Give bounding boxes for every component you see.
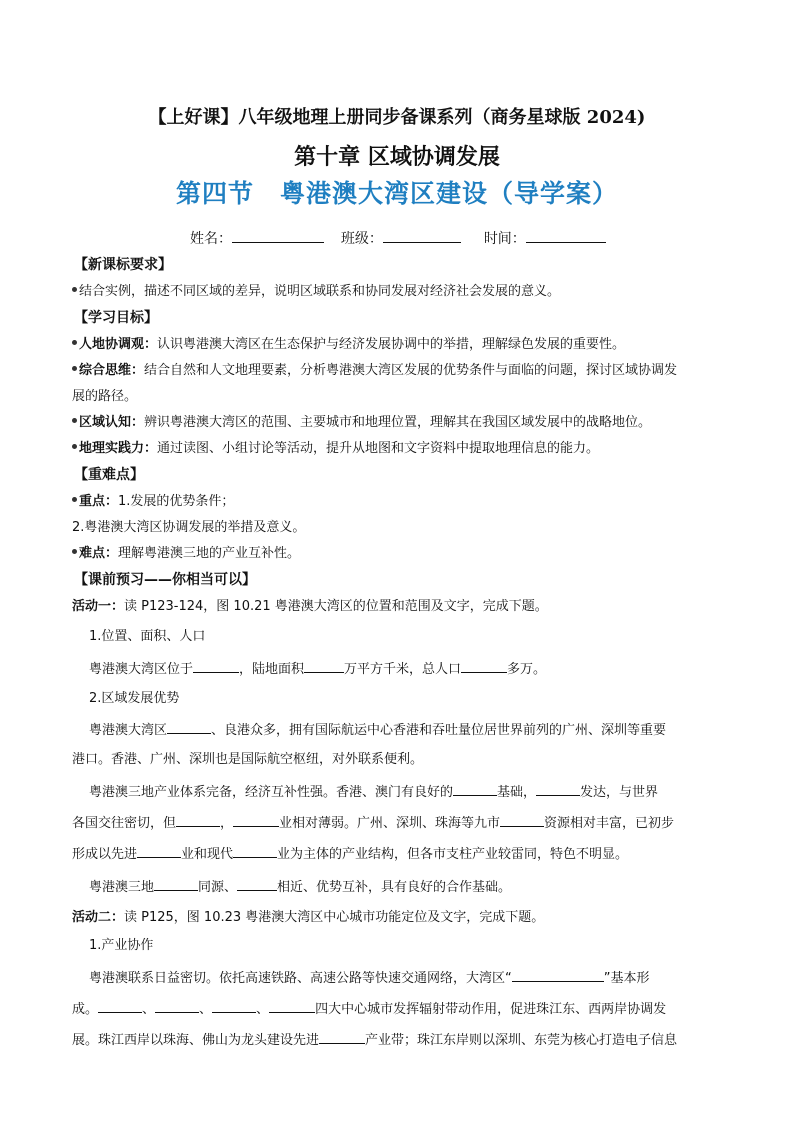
p1-text-a: 粤港澳大湾区: [89, 723, 168, 738]
activity1-q1: [89, 659, 546, 679]
a2-p2-sep-1: 、: [142, 1002, 156, 1017]
activity1-line: [72, 598, 548, 616]
bullet-icon: [72, 366, 77, 371]
objective-item-3: [72, 414, 651, 432]
p2-text-f: 业相对薄弱。广州、深圳、珠海等九市: [279, 816, 501, 831]
p3-text-b: 同源、: [198, 880, 238, 895]
bullet-icon: [72, 287, 77, 292]
blank-similar[interactable]: [237, 877, 277, 891]
time-label: 时间：: [483, 231, 526, 247]
difficult-point-line: [72, 545, 300, 563]
p1-text-b: 、良港众多，拥有国际航运中心香港和吞吐量位居世界前列的广州、深圳等重要: [211, 723, 667, 738]
activity2-p1-line3: [72, 1030, 677, 1050]
blank-city-3[interactable]: [212, 999, 256, 1013]
activity1-sub2: 2.区域发展优势: [89, 691, 180, 706]
activity1-label: 活动一：: [72, 599, 125, 614]
activity1-text: 读 P123-124，图 10.21 粤港澳大湾区的位置和范围及文字，完成下题。: [124, 599, 548, 614]
p2-text-d: 各国交往密切，但: [72, 816, 177, 831]
activity2-line: [72, 909, 544, 927]
p2-text-g: 资源相对丰富，已初步: [544, 816, 675, 831]
bullet-icon: [72, 497, 77, 502]
bullet-icon: [72, 444, 77, 449]
objective-text: 辨识粤港澳大湾区的范围、主要城市和地理位置，理解其在我国区域发展中的战略地位。: [144, 415, 652, 430]
p3-text-c: 相近、优势互补，具有良好的合作基础。: [277, 880, 512, 895]
p2-text-e: ，: [220, 816, 234, 831]
key-points-heading: 【重难点】: [74, 467, 144, 483]
objective-item-4: [72, 440, 599, 458]
bullet-icon: [72, 340, 77, 345]
p2-text-c: 发达，与世界: [580, 785, 659, 800]
blank-location[interactable]: [193, 659, 239, 673]
p2-text-j: 业为主体的产业结构，但各市支柱产业较雷同，特色不明显。: [277, 847, 629, 862]
activity2-label: 活动二：: [72, 910, 125, 925]
activity2-sub1: 1.产业协作: [89, 938, 154, 953]
blank-industry-belt[interactable]: [319, 1030, 365, 1044]
blank-industry-base[interactable]: [453, 782, 497, 796]
key-point-line-1: [72, 493, 234, 511]
preview-heading: 【课前预习——你相当可以】: [74, 572, 256, 588]
blank-advantage[interactable]: [167, 720, 211, 734]
time-blank[interactable]: [526, 228, 606, 243]
a2-p2-text-a: 成。: [72, 1002, 99, 1017]
objective-item-1: [72, 336, 625, 354]
a2-p3-text-a: 展。珠江西岸以珠海、佛山为龙头建设先进: [72, 1033, 320, 1048]
difficult-text: 理解粤港澳三地的产业互补性。: [118, 546, 301, 561]
objective-text: 认识粤港澳大湾区在生态保护与经济发展协调中的举措，理解绿色发展的重要性。: [157, 337, 626, 352]
blank-city-2[interactable]: [155, 999, 199, 1013]
blank-modern-industry[interactable]: [233, 844, 277, 858]
name-blank[interactable]: [232, 228, 324, 243]
chapter-title: 第十章 区域协调发展: [294, 145, 500, 170]
blank-circle[interactable]: [512, 968, 604, 982]
blank-resources[interactable]: [500, 813, 544, 827]
key-point-2: 2.粤港澳大湾区协调发展的举措及意义。: [72, 520, 306, 535]
objectives-heading: 【学习目标】: [74, 310, 158, 326]
a2-p2-text-e: 四大中心城市发挥辐射带动作用，促进珠江东、西两岸协调发: [315, 1002, 667, 1017]
q1-text-b: ，陆地面积: [239, 662, 305, 677]
activity1-p2-line1: [89, 782, 658, 802]
a2-p1-text-a: 粤港澳联系日益密切。依托高速铁路、高速公路等快速交通网络，大湾区“: [89, 971, 512, 986]
blank-weak-industry[interactable]: [233, 813, 279, 827]
curriculum-item: [72, 283, 560, 301]
activity1-p1-line2: 港口。香港、广州、深圳也是国际航空枢纽，对外联系便利。: [72, 752, 424, 767]
series-title: 【上好课】八年级地理上册同步备课系列（商务星球版 2024): [148, 107, 646, 128]
p2-text-i: 业和现代: [181, 847, 234, 862]
q1-text-a: 粤港澳大湾区位于: [89, 662, 194, 677]
key-label: 重点：: [79, 494, 119, 509]
difficult-label: 难点：: [79, 546, 119, 561]
activity1-p2-line3: [72, 844, 628, 864]
a2-p2-sep-3: 、: [256, 1002, 270, 1017]
curriculum-text: 结合实例，描述不同区域的差异，说明区域联系和协同发展对经济社会发展的意义。: [79, 284, 561, 299]
bullet-icon: [72, 549, 77, 554]
activity1-p1-line1: [89, 720, 666, 740]
a2-p2-sep-2: 、: [199, 1002, 213, 1017]
class-label: 班级：: [340, 231, 383, 247]
objective-label: 人地协调观：: [79, 337, 158, 352]
p2-text-a: 粤港澳三地产业体系完备，经济互补性强。香港、澳门有良好的: [89, 785, 454, 800]
objective-item-2-cont: 展的路径。: [72, 389, 138, 404]
activity2-text: 读 P125，图 10.23 粤港澳大湾区中心城市功能定位及文字，完成下题。: [124, 910, 545, 925]
q1-text-c: 万平方千米，总人口: [344, 662, 462, 677]
blank-city-4[interactable]: [269, 999, 315, 1013]
activity2-p1-line1: [89, 968, 650, 988]
a2-p1-text-b: ”基本形: [603, 971, 650, 986]
blank-population[interactable]: [461, 659, 507, 673]
student-info-line: [190, 228, 606, 249]
objective-label: 区域认知：: [79, 415, 145, 430]
curriculum-heading: 【新课标要求】: [74, 257, 172, 273]
blank-area[interactable]: [304, 659, 344, 673]
p2-text-b: 基础，: [497, 785, 537, 800]
name-label: 姓名：: [190, 231, 232, 247]
objective-label: 地理实践力：: [79, 441, 158, 456]
key-point-1: 1.发展的优势条件；: [118, 494, 235, 509]
objective-text: 通过读图、小组讨论等活动，提升从地图和文字资料中提取地理信息的能力。: [157, 441, 600, 456]
class-blank[interactable]: [383, 228, 461, 243]
activity2-p1-line2: [72, 999, 666, 1019]
objective-label: 综合思维：: [79, 363, 145, 378]
blank-developed[interactable]: [536, 782, 580, 796]
blank-advanced-industry[interactable]: [137, 844, 181, 858]
blank-city-1[interactable]: [98, 999, 142, 1013]
section-title: 第四节 粤港澳大湾区建设（导学案）: [175, 179, 618, 208]
activity1-p3: [89, 877, 511, 897]
blank-weakness[interactable]: [176, 813, 220, 827]
p2-text-h: 形成以先进: [72, 847, 138, 862]
a2-p3-text-b: 产业带；珠江东岸则以深圳、东莞为核心打造电子信息: [365, 1033, 678, 1048]
p3-text-a: 粤港澳三地: [89, 880, 155, 895]
activity1-p2-line2: [72, 813, 674, 833]
activity1-sub1: 1.位置、面积、人口: [89, 629, 206, 644]
objective-text: 结合自然和人文地理要素，分析粤港澳大湾区发展的优势条件与面临的问题，探讨区域协调发: [144, 363, 678, 378]
blank-same-origin[interactable]: [154, 877, 198, 891]
objective-item-2: [72, 362, 677, 380]
q1-text-d: 多万。: [507, 662, 547, 677]
bullet-icon: [72, 418, 77, 423]
